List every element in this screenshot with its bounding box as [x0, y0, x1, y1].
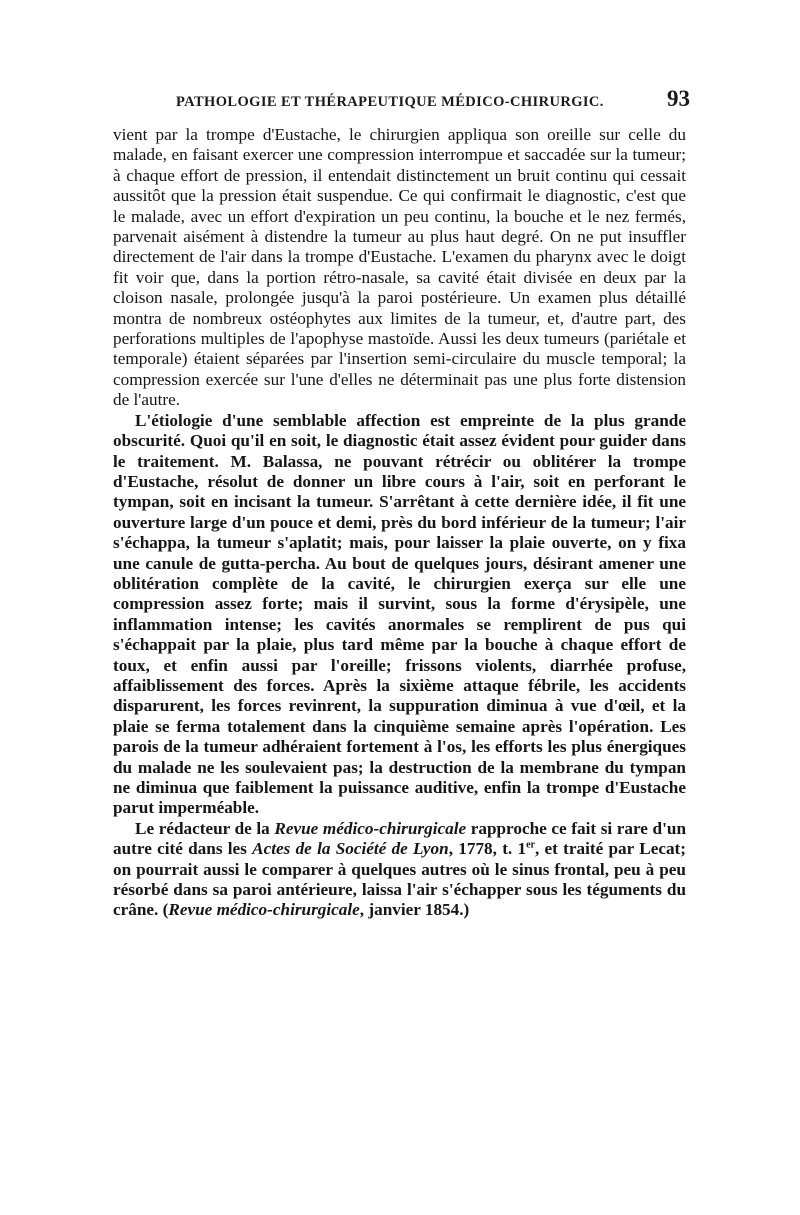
page-header: [176, 86, 690, 116]
paragraph-3-text-3: , 1778, t. 1: [448, 839, 527, 859]
journal-title: Revue médico-chirurgicale: [274, 818, 467, 838]
acts-title: Actes de la Société de Lyon: [252, 839, 449, 859]
superscript-er: er: [526, 839, 535, 851]
paragraph-3: [113, 819, 686, 921]
running-title: PATHOLOGIE ET THÉRAPEUTIQUE MÉDICO-CHIRURGIC.: [176, 94, 604, 110]
paragraph-3-text-1: Le rédacteur de la: [135, 818, 275, 838]
paragraph-2: L'étiologie d'une semblable affection est empreinte de la plus grande obscurité. Quoi qu'il en soit, le diagnostic était assez évident pour guider dans le traitement. M. Balassa, ne pouvant rétrécir ou oblitérer la trompe d'Eustache, résolut de donner un libre cours à l'air, soit en perforant le tympan, soit en incisant la tumeur. S'arrêtant à cette dernière idée, il fit une ouverture large d'un pouce et demi, près du bord inférieur de la tumeur; l'air s'échappa, la tumeur s'aplatit; mais, pour laisser la plaie ouverte, on y fixa une canule de gutta-percha. Au bout de quelques jours, désirant amener une oblitération complète de la cavité, le chirurgien exerça sur elle une compression assez forte; mais il survint, sous la forme d'érysipèle, une inflammation intense; les cavités anormales se remplirent de pus qui s'échappait par la plaie, plus tard même par la bouche à chaque effort de toux, et enfin aussi par l'oreille; frissons violents, diarrhée profuse, affaiblissement des forces. Après la sixième attaque fébrile, les accidents disparurent, les forces revinrent, la suppuration diminua à vue d'œil, et la plaie se ferma totalement dans la cinquième semaine après l'opération. Les parois de la tumeur adhéraient fortement à l'os, les efforts les plus énergiques du malade ne les soulevaient pas; la destruction de la membrane du tympan ne diminua que faiblement la puissance auditive, enfin la trompe d'Eustache parut imperméable.: [113, 410, 686, 818]
paragraph-3-text-2: rapproche ce fait si rare d'un autre cité dans les: [113, 818, 687, 859]
journal-title-citation: Revue médico-chirurgicale: [168, 900, 360, 920]
paragraph-3-text-5: , janvier 1854.): [359, 900, 470, 920]
page-number: 93: [667, 86, 690, 111]
paragraph-3-text-4: , et traité par Lecat; on pourrait aussi le comparer à quelques autres où le sinus frontal, peu à peu résorbé dans sa paroi antérieure, laissa l'air s'échapper sous les téguments du crâne. (: [113, 839, 686, 920]
paragraph-1: vient par la trompe d'Eustache, le chirurgien appliqua son oreille sur celle du malade, en faisant exercer une compression interrompue et saccadée sur la tumeur; à chaque effort de pression, il entendait distinctement un bruit continu qui cessait aussitôt que la pression était suspendue. Ce qui confirmait le diagnostic, c'est que le malade, avec un effort d'expiration un peu continu, la bouche et le nez fermés, parvenait aisément à distendre la tumeur au plus haut degré. On ne put insuffler directement de l'air dans la trompe d'Eustache. L'examen du pharynx avec le doigt fit voir que, dans la portion rétro-nasale, sa cavité était divisée en deux par la cloison nasale, prolongée jusqu'à la paroi postérieure. Un examen plus détaillé montra de nombreux ostéophytes aux limites de la tumeur, et, d'autre part, des perforations multiples de l'apophyse mastoïde. Aussi les deux tumeurs (pariétale et temporale) étaient séparées par l'insertion semi-circulaire du muscle temporal; la compression exercée sur l'une d'elles ne déterminait pas une plus forte distension de l'autre.: [113, 125, 686, 410]
body-text: [113, 125, 686, 921]
